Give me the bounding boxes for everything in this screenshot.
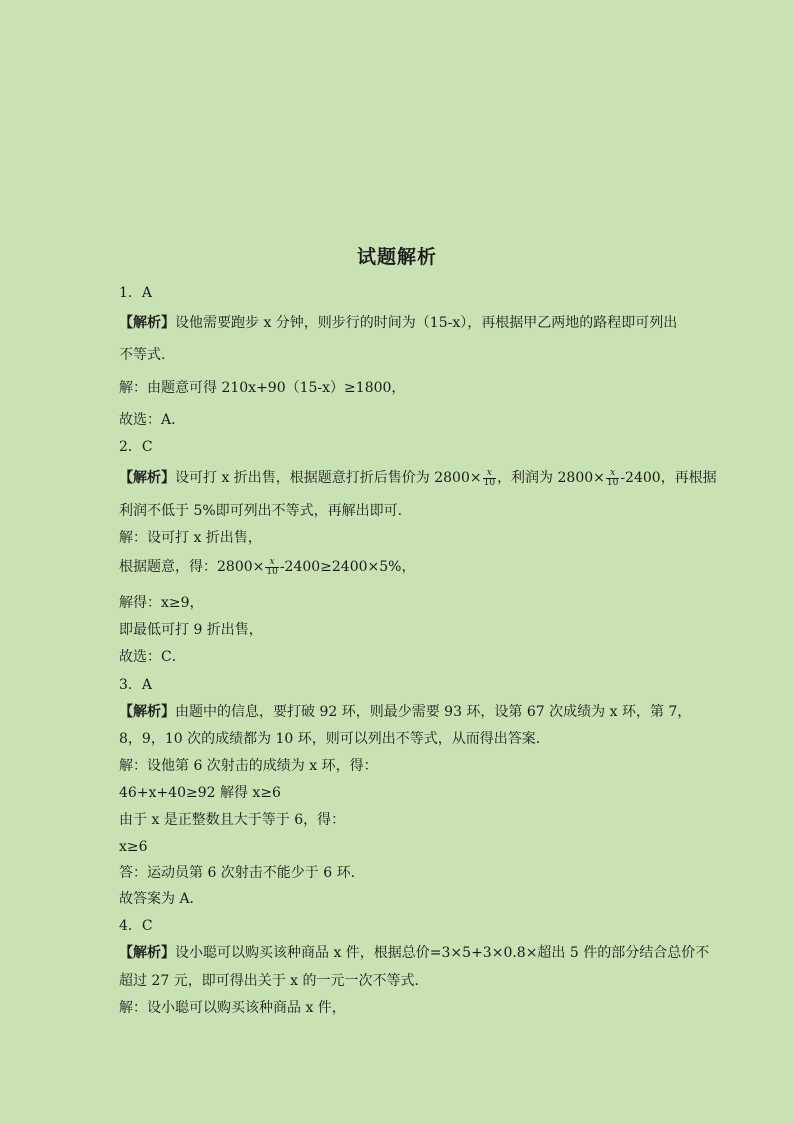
q3-analysis-line-2: 8，9，10 次的成绩都为 10 环，则可以列出不等式，从而得出答案．: [119, 731, 550, 747]
q2-solution-2b: -2400≥2400×5%，: [279, 559, 416, 575]
q3-choose: 故答案为 A．: [119, 891, 204, 907]
q3-solution-4: x≥6: [119, 839, 148, 855]
q2-solution-2a: 根据题意，得：2800×: [119, 559, 265, 575]
q2-solution-2: [119, 557, 684, 577]
analysis-tag: 【解析】: [119, 315, 175, 331]
q4-analysis-line-1: [119, 943, 710, 963]
q1-choose: 故选：A．: [119, 412, 186, 428]
analysis-tag: 【解析】: [119, 704, 175, 720]
q2-solution-1: 解：设可打 x 折出售，: [119, 530, 262, 546]
q3-solution-3: 由于 x 是正整数且大于等于 6，得：: [119, 812, 346, 828]
q4-solution-1: 解：设小聪可以购买该种商品 x 件，: [119, 1000, 346, 1016]
page-title: 试题解析: [356, 246, 437, 268]
fraction-x-over-10: $\frac{x}{10}$: [266, 556, 278, 577]
q2-choose: 故选：C．: [119, 649, 186, 665]
q3-analysis-line-1: [119, 702, 692, 722]
q3-analysis-text-1: 由题中的信息，要打破 92 环，则最少需要 93 环，设第 67 次成绩为 x 环，第 7，: [175, 704, 692, 720]
fraction-x-over-10: $\frac{x}{10}$: [606, 467, 619, 488]
q1-analysis-text-1: 设他需要跑步 x 分钟，则步行的时间为（15-x），再根据甲乙两地的路程即可列出: [175, 315, 678, 331]
q1-analysis-line-1: [119, 313, 684, 333]
q1-analysis-line-2: 不等式.: [119, 347, 166, 363]
q2-analysis-text-1a: 设可打 x 折出售，根据题意打折后售价为 2800×: [175, 470, 482, 486]
q2-answer: 2．C: [119, 439, 153, 455]
q1-solution: 解：由题意可得 210x+90（15-x）≥1800，: [119, 380, 406, 396]
analysis-tag: 【解析】: [119, 470, 175, 486]
q2-solution-4: 即最低可打 9 折出售，: [119, 622, 263, 638]
q4-analysis-text-1: 设小聪可以购买该种商品 x 件，根据总价=3×5+3×0.8×超出 5 件的部分结合总价不: [175, 945, 710, 961]
q3-solution-1: 解：设他第 6 次射击的成绩为 x 环，得：: [119, 758, 378, 774]
q1-answer: 1．A: [119, 285, 153, 301]
q2-analysis-text-1b: ，利润为 2800×: [497, 470, 605, 486]
q2-analysis-line-2: 利润不低于 5%即可列出不等式，再解出即可.: [119, 503, 403, 519]
q4-answer: 4．C: [119, 918, 153, 934]
q2-analysis-text-1c: -2400，再根据: [620, 470, 717, 486]
analysis-tag: 【解析】: [119, 945, 175, 961]
fraction-x-over-10: $\frac{x}{10}$: [483, 467, 496, 488]
q4-analysis-line-2: 超过 27 元，即可得出关于 x 的一元一次不等式．: [119, 973, 429, 989]
q3-answer: 3．A: [119, 677, 153, 693]
q3-solution-2: 46+x+40≥92 解得 x≥6: [119, 785, 281, 801]
q2-solution-3: 解得：x≥9，: [119, 595, 204, 611]
q2-analysis-line-1: [119, 467, 717, 488]
q3-solution-5: 答：运动员第 6 次射击不能少于 6 环.: [119, 865, 356, 881]
